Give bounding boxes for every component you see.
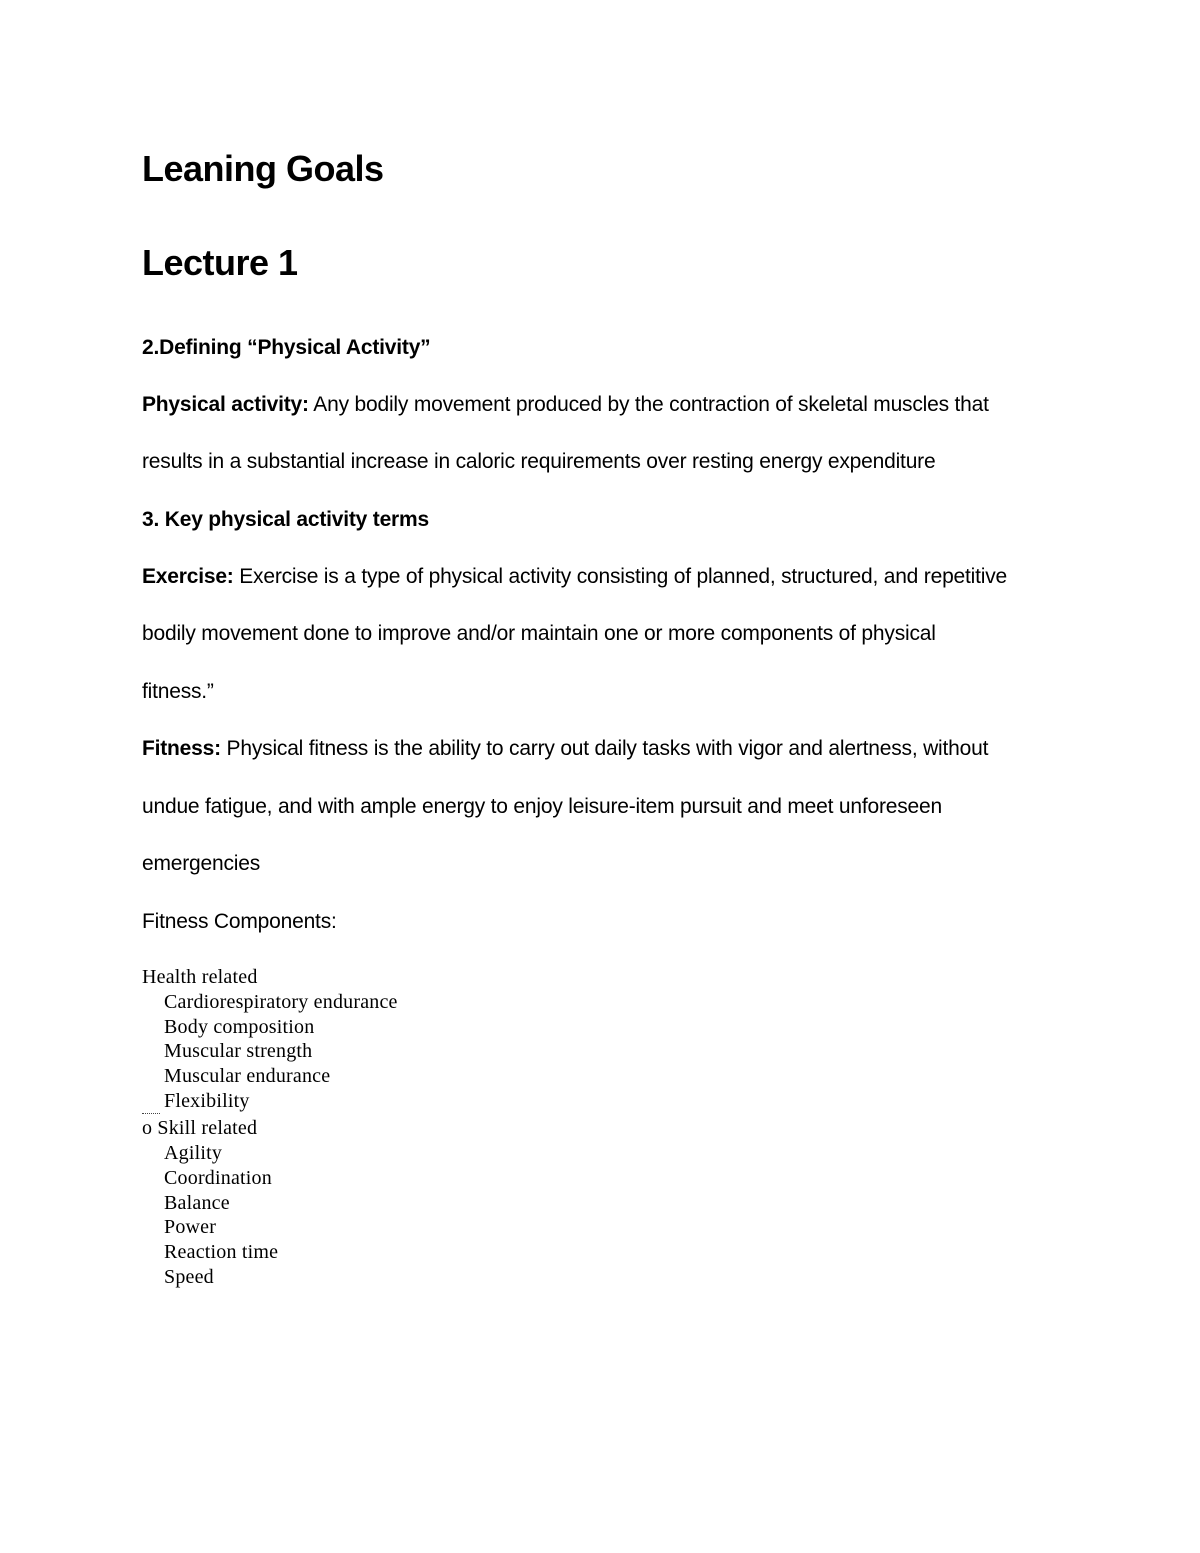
skill-item: Agility — [164, 1142, 223, 1164]
exercise-term: Exercise: — [142, 565, 234, 588]
skill-item: Balance — [164, 1192, 230, 1214]
health-item: Muscular endurance — [164, 1065, 331, 1087]
exercise-definition-line-1 — [142, 565, 1007, 589]
skill-related-label: o Skill related — [142, 1117, 258, 1139]
fitness-term: Fitness: — [142, 737, 221, 760]
health-item: Flexibility — [164, 1090, 250, 1112]
physical-activity-term: Physical activity: — [142, 393, 309, 416]
exercise-definition-line-3: fitness.” — [142, 680, 214, 703]
health-item: Muscular strength — [164, 1040, 313, 1062]
health-item: Cardiorespiratory endurance — [164, 991, 398, 1013]
section-3-heading: 3. Key physical activity terms — [142, 508, 429, 531]
fitness-components-label: Fitness Components: — [142, 910, 337, 933]
fitness-definition-line-3: emergencies — [142, 852, 261, 875]
fitness-text: Physical fitness is the ability to carry out daily tasks with vigor and alertness, without — [220, 737, 989, 760]
physical-activity-definition-line-1 — [142, 393, 989, 417]
exercise-definition-line-2: bodily movement done to improve and/or maintain one or more components of physical — [142, 622, 936, 645]
fitness-definition-line-1 — [142, 737, 988, 761]
fitness-definition-line-2: undue fatigue, and with ample energy to enjoy leisure-item pursuit and meet unforeseen — [142, 795, 942, 818]
document-title: Leaning Goals — [142, 148, 384, 189]
physical-activity-text: Any bodily movement produced by the contraction of skeletal muscles that — [308, 393, 989, 416]
skill-item: Power — [164, 1216, 217, 1238]
list-leader-dots — [142, 1113, 160, 1114]
health-item: Body composition — [164, 1016, 315, 1038]
skill-item: Reaction time — [164, 1241, 279, 1263]
exercise-text: Exercise is a type of physical activity consisting of planned, structured, and repetitive — [233, 565, 1008, 588]
physical-activity-definition-line-2: results in a substantial increase in caloric requirements over resting energy expenditure — [142, 450, 936, 473]
skill-item: Speed — [164, 1266, 214, 1288]
health-related-label: Health related — [142, 966, 258, 988]
lecture-heading: Lecture 1 — [142, 242, 298, 283]
section-2-heading: 2.Defining “Physical Activity” — [142, 336, 431, 359]
skill-item: Coordination — [164, 1167, 272, 1189]
